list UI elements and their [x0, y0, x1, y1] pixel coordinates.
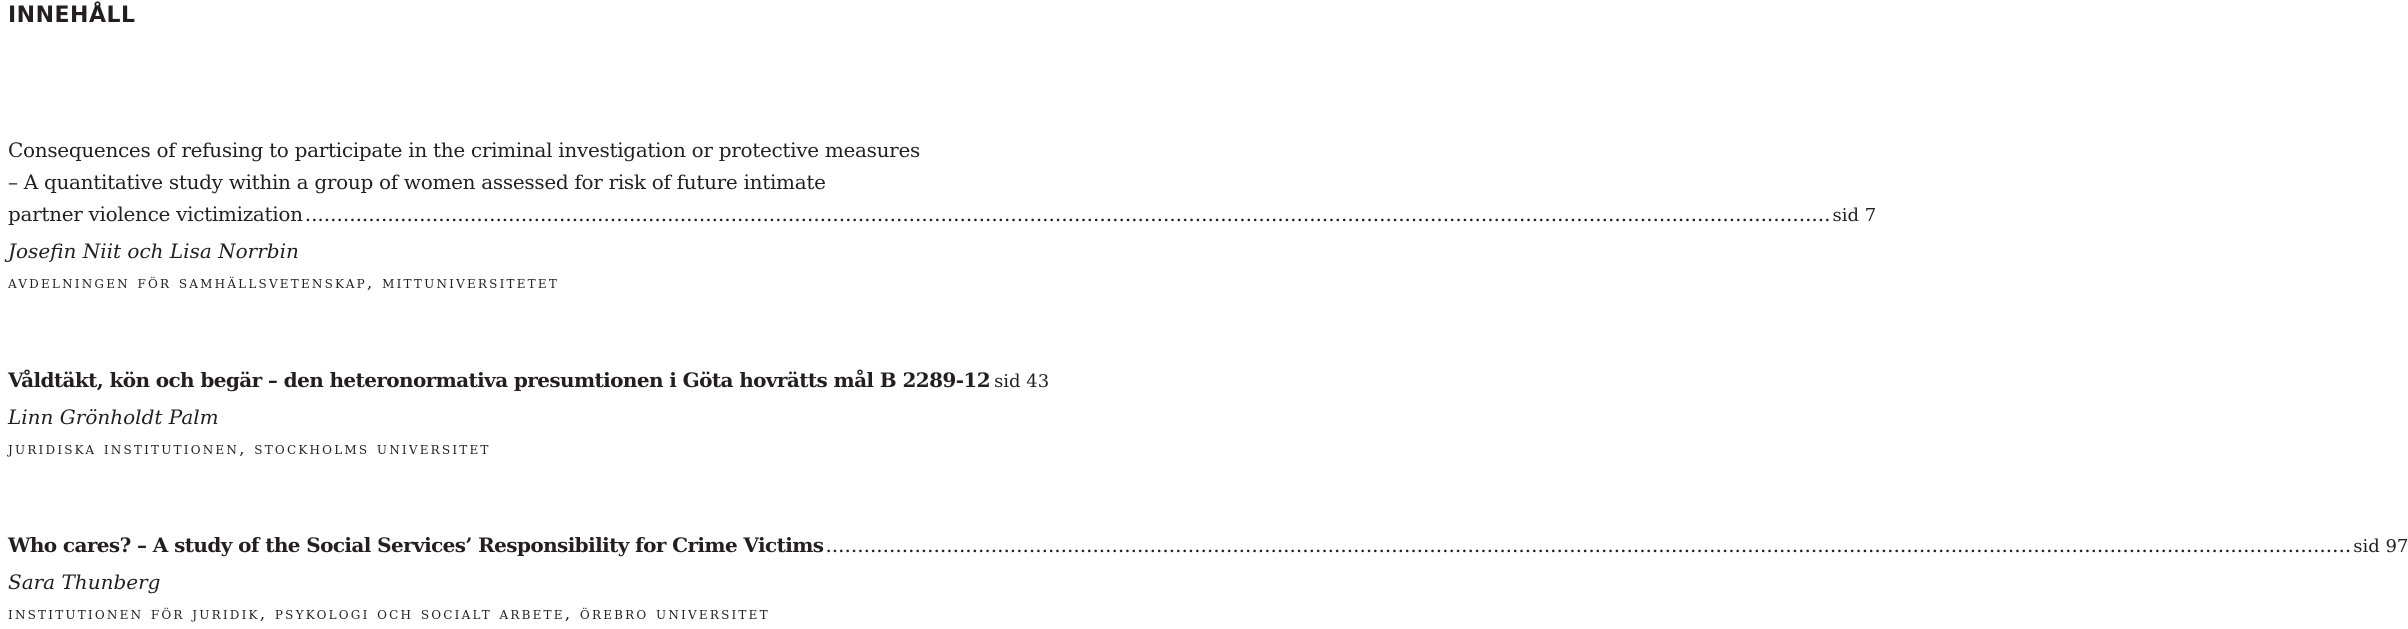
- toc-entry[interactable]: [8, 134, 1877, 298]
- entry-affiliation: avdelningen för samhällsvetenskap, mittuniversitetet: [8, 273, 560, 293]
- entry-title-line: partner violence victimization: [8, 202, 303, 226]
- entry-title-last-line: [8, 364, 1050, 398]
- entry-title-line: Who cares? – A study of the Social Services’ Responsibility for Crime Victims: [8, 533, 824, 557]
- page-reference[interactable]: sid 7: [1832, 205, 1877, 226]
- entry-affiliation: juridiska institutionen, stockholms universitet: [8, 439, 491, 459]
- entry-title-last-line: [8, 198, 1877, 232]
- entry-title-line: – A quantitative study within a group of women assessed for risk of future intimate: [8, 170, 826, 194]
- dot-leader: [825, 529, 2351, 561]
- dot-leader: [305, 198, 1831, 230]
- toc-entry[interactable]: [8, 529, 2408, 629]
- entry-authors: Sara Thunberg: [8, 570, 161, 594]
- page-reference[interactable]: sid 43: [994, 371, 1050, 392]
- toc-heading: INNEHÅLL: [8, 3, 136, 28]
- entry-title-line: Consequences of refusing to participate in the criminal investigation or protective measures: [8, 138, 920, 162]
- entry-title-last-line: [8, 529, 2408, 563]
- entry-title-line: Våldtäkt, kön och begär – den heteronormativa presumtionen i Göta hovrätts mål B 2289-12: [8, 368, 991, 392]
- entry-affiliation: institutionen för juridik, psykologi och socialt arbete, örebro universitet: [8, 604, 770, 624]
- page-reference[interactable]: sid 97: [2353, 536, 2408, 557]
- entry-authors: Linn Grönholdt Palm: [8, 405, 219, 429]
- entry-authors: Josefin Niit och Lisa Norrbin: [8, 239, 299, 263]
- toc-entry[interactable]: [8, 364, 1050, 464]
